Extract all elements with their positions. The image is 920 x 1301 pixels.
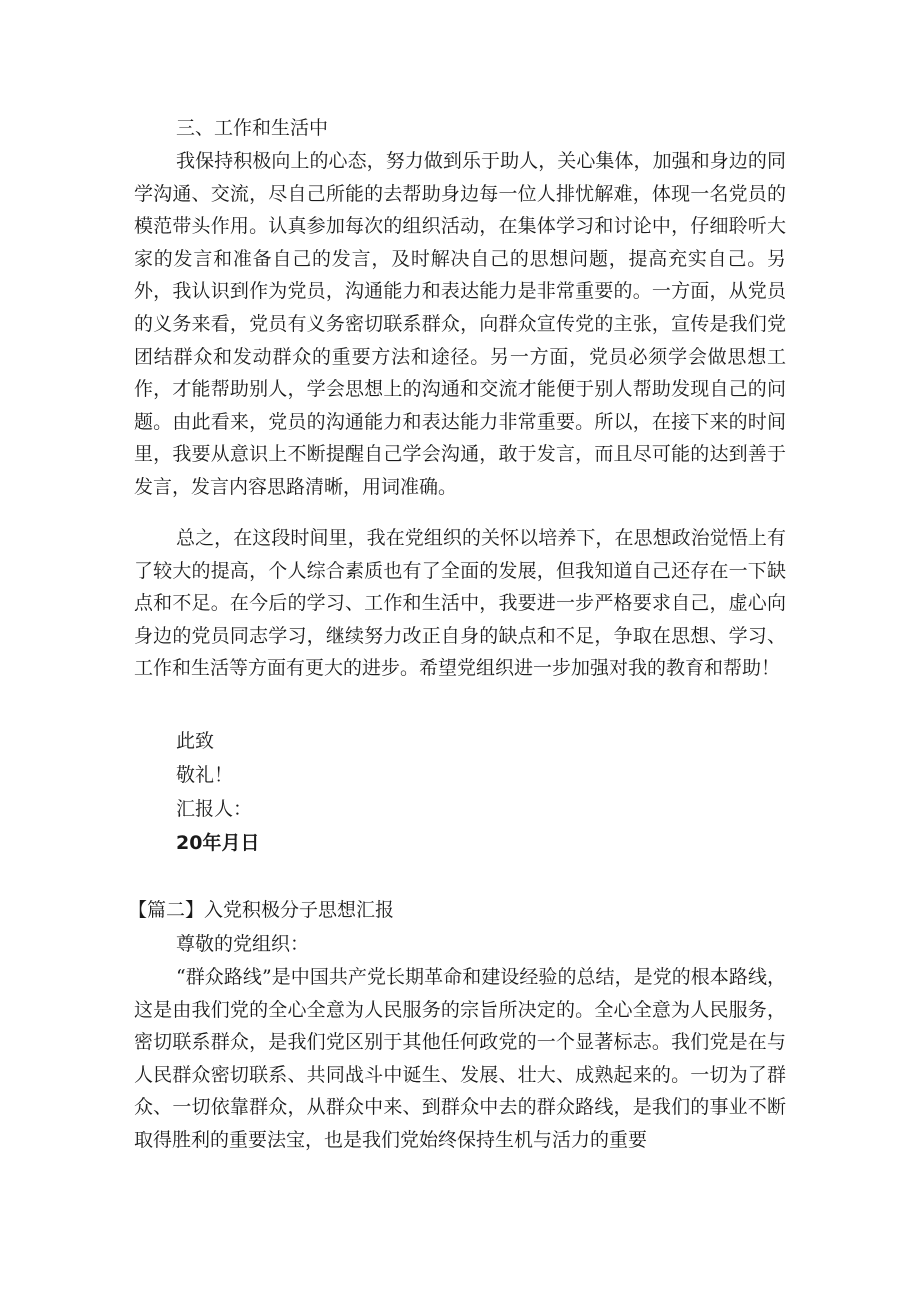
part-two-heading: 【篇二】入党积极分子思想汇报 [128, 899, 395, 921]
part-two-greeting: 尊敬的党组织： [176, 933, 310, 955]
closing-salutation-1: 此致 [176, 730, 215, 752]
section-three-heading: 三、工作和生活中 [176, 117, 329, 139]
closing-salutation-2: 敬礼！ [176, 764, 234, 786]
section-three-paragraph-1: 我保持积极向上的心态，努力做到乐于助人，关心集体，加强和身边的同学沟通、交流，尽自己所能的去帮助身边每一位人排忧解难，体现一名党员的模范带头作用。认真参加每次的组织活动，在集体学习和讨论中，仔细聆听大家的发言和准备自己的发言，及时解决自己的思想问题，提高充实自己。另外，我认识到作为党员，沟通能力和表达能力是非常重要的。一方面，从党员的义务来看，党员有义务密切联系群众，向群众宣传党的主张，宣传是我们党团结群众和发动群众的重要方法和途径。另一方面，党员必须学会做思想工作，才能帮助别人，学会思想上的沟通和交流才能便于别人帮助发现自己的问题。由此看来，党员的沟通能力和表达能力非常重要。所以，在接下来的时间里，我要从意识上不断提醒自己学会沟通，敢于发言，而且尽可能的达到善于发言，发言内容思路清晰，用词准确。 [134, 150, 786, 498]
part-two-paragraph-1: “群众路线”是中国共产党长期革命和建设经验的总结，是党的根本路线，这是由我们党的全心全意为人民服务的宗旨所决定的。全心全意为人民服务，密切联系群众，是我们党区别于其他任何政党的一个显著标志。我们党是在与人民群众密切联系、共同战斗中诞生、发展、壮大、成熟起来的。一切为了群众、一切依靠群众，从群众中来、到群众中去的群众路线，是我们的事业不断取得胜利的重要法宝，也是我们党始终保持生机与活力的重要 [134, 966, 786, 1151]
section-three-paragraph-2: 总之，在这段时间里，我在党组织的关怀以培养下，在思想政治觉悟上有了较大的提高，个人综合素质也有了全面的发展，但我知道自己还存在一下缺点和不足。在今后的学习、工作和生活中，我要进一步严格要求自己，虚心向身边的党员同志学习，继续努力改正自身的缺点和不足，争取在思想、学习、工作和生活等方面有更大的进步。希望党组织进一步加强对我的教育和帮助！ [134, 527, 786, 680]
reporter-label: 汇报人： [176, 798, 253, 820]
report-date: 20年月日 [176, 832, 260, 854]
